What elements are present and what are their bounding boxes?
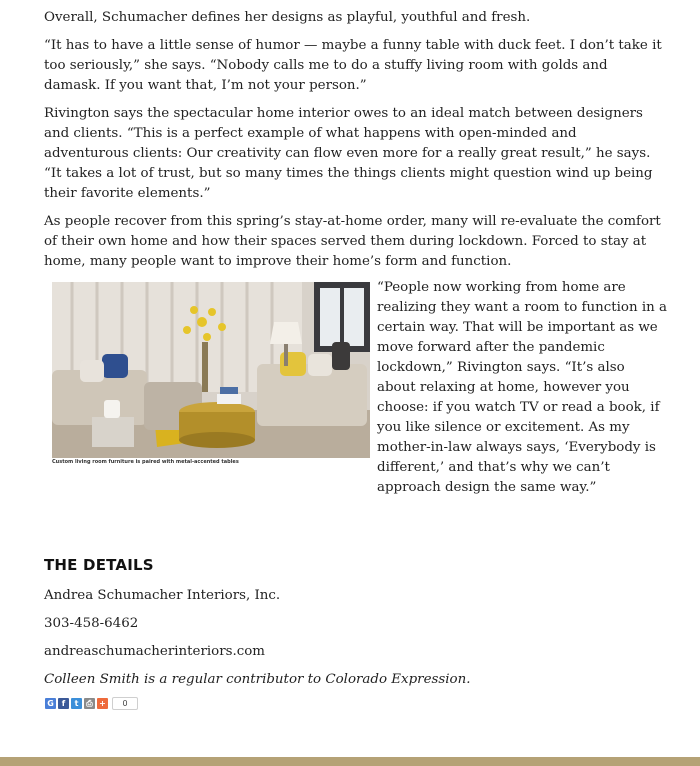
details-heading: THE DETAILS (44, 556, 154, 574)
contributor-note: Colleen Smith is a regular contributor to Colorado Expression. (44, 672, 471, 687)
share-count: 0 (112, 697, 138, 710)
pillow-blue (102, 354, 128, 378)
google-icon[interactable]: G (45, 698, 56, 709)
side-table-vase (104, 400, 120, 418)
dark-vase (332, 342, 350, 370)
website-link[interactable]: andreaschumacherinteriors.com (44, 644, 265, 659)
company-name: Andrea Schumacher Interiors, Inc. (44, 588, 281, 603)
details-section (44, 552, 664, 690)
books (217, 394, 241, 404)
side-table (92, 417, 134, 447)
footer-bar (0, 757, 700, 766)
article-paragraph: “It has to have a little sense of humor — maybe a funny table with duck feet. I don’t take it too seriously,” she says. “Nobody calls me to do a stuffy living room with golds and damask. If you want that, I’m not your person.” (44, 38, 662, 93)
article-paragraph: Overall, Schumacher defines her designs as playful, youthful and fresh. (44, 10, 531, 25)
facebook-icon[interactable]: f (58, 698, 69, 709)
article-body (44, 8, 667, 495)
figure-block (44, 280, 667, 495)
pillow-yellow (280, 352, 306, 376)
phone-number: 303-458-6462 (44, 616, 139, 631)
coffee-table-bottom (179, 432, 255, 448)
vase (202, 342, 208, 392)
window-pane (344, 288, 364, 346)
living-room-illustration (52, 282, 370, 458)
article-paragraph: Rivington says the spectacular home interior owes to an ideal match between designers and clients. “This is a perfect example of what happens with open-minded and adventurous clients: Our creativity can flow even more for a really great result,” he says. “It takes a lot of trust, but so many times the things clients might question wind up being their favorite elements.” (44, 106, 653, 201)
print-icon[interactable]: ⎙ (84, 698, 95, 709)
article-paragraph: As people recover from this spring’s stay-at-home order, many will re-evaluate the comfort of their own home and how their spaces served them during lockdown. Forced to stay at home, many people want to improve their home’s form and function. (44, 214, 661, 269)
pull-quote: “People now working from home are realizing they want a room to function in a certain way. That will be important as we move forward after the pandemic lockdown,” Rivington says. “It’s also about relaxing at home, however you choose: if you watch TV or read a book, if you like silence or excitement. As my mother-in-law always says, ‘Everybody is different,’ and that’s why we can’t approach design the same way.” (377, 280, 667, 495)
plus-icon[interactable]: + (97, 698, 108, 709)
living-room-photo (52, 282, 370, 458)
lamp-stem (284, 344, 288, 366)
twitter-icon[interactable]: t (71, 698, 82, 709)
books (220, 387, 238, 394)
window-pane (320, 288, 340, 346)
share-bar (45, 697, 138, 709)
lamp-shade (270, 322, 302, 344)
figure-caption: Custom living room furniture is paired with metal-accented tables (52, 459, 239, 465)
pillow-white (80, 360, 104, 382)
pillow-white (308, 354, 332, 376)
